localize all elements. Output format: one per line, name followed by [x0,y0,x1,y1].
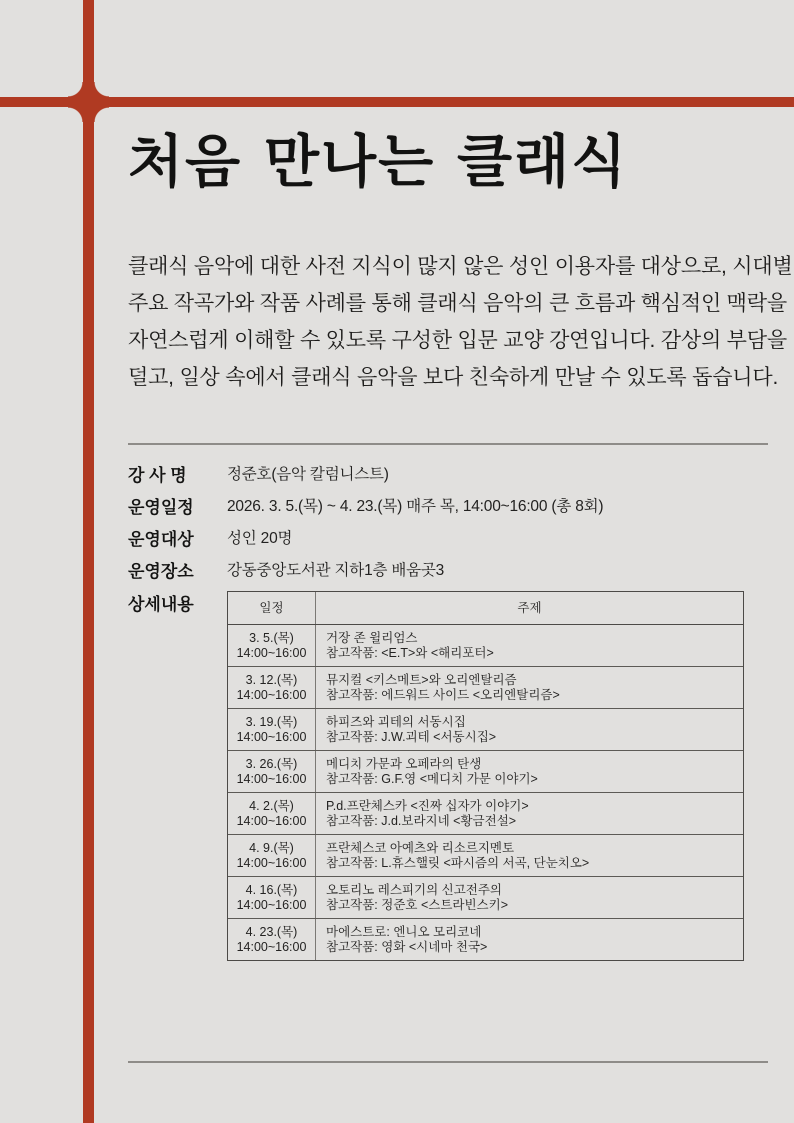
session-topic: P.d.프란체스카 <진짜 십자가 이야기> [326,798,529,813]
session-reference: 참고작품: <E.T>와 <해리포터> [326,645,494,660]
field-label-location: 운영장소 [128,561,194,581]
description-line: 덜고, 일상 속에서 클래식 음악을 보다 친숙하게 만날 수 있도록 돕습니다. [128,366,779,389]
cell-topic [316,667,743,708]
session-date: 3. 12.(목) [245,672,298,687]
field-value-instructor: 정준호(음악 칼럼니스트) [227,466,389,483]
table-row [228,667,743,709]
table-row [228,877,743,919]
cell-date [228,835,316,876]
cell-date [228,877,316,918]
session-date: 3. 5.(목) [249,630,294,645]
session-reference: 참고작품: 영화 <시네마 천국> [326,939,488,954]
cell-topic [316,793,743,834]
session-topic: 마에스트로: 엔니오 모리코네 [326,924,482,939]
session-date: 3. 19.(목) [245,714,298,729]
program-description [128,248,793,396]
session-date: 4. 16.(목) [245,882,298,897]
cell-date [228,625,316,666]
field-label-schedule: 운영일정 [128,497,194,517]
cell-date [228,919,316,960]
cell-topic [316,625,743,666]
session-date: 3. 26.(목) [245,756,298,771]
cell-topic [316,835,743,876]
top-divider-line [128,443,768,445]
schedule-table-header [228,592,743,625]
accent-cross-fillet-top-left [68,82,83,97]
session-topic: 거장 존 윌리엄스 [326,630,418,645]
field-row-location [128,553,603,585]
field-label-instructor: 강 사 명 [128,465,187,485]
schedule-table [227,591,744,961]
field-value-schedule: 2026. 3. 5.(목) ~ 4. 23.(목) 매주 목, 14:00~16:00 (총 8회) [227,498,604,515]
session-reference: 참고작품: L.휴스핼릿 <파시즘의 서곡, 단눈치오> [326,855,590,870]
field-value-location: 강동중앙도서관 지하1층 배움곳3 [227,562,445,579]
session-time: 14:00~16:00 [236,813,307,828]
description-line: 클래식 음악에 대한 사전 지식이 많지 않은 성인 이용자를 대상으로, 시대별 [128,255,793,278]
session-reference: 참고작품: G.F.영 <메디치 가문 이야기> [326,771,538,786]
cell-topic [316,709,743,750]
session-reference: 참고작품: 정준호 <스트라빈스키> [326,897,508,912]
table-row [228,793,743,835]
header-cell-topic: 주제 [517,600,542,615]
field-row-schedule [128,489,603,521]
session-reference: 참고작품: 에드워드 사이드 <오리엔탈리즘> [326,687,560,702]
cell-date [228,667,316,708]
table-row [228,625,743,667]
field-label-details: 상세내용 [128,595,194,614]
page-title: 처음 만나는 클래식 [128,128,629,195]
session-time: 14:00~16:00 [236,771,307,786]
table-row [228,751,743,793]
accent-cross-horizontal-bar [0,97,794,107]
session-date: 4. 23.(목) [245,924,298,939]
session-time: 14:00~16:00 [236,855,307,870]
session-topic: 메디치 가문과 오페라의 탄생 [326,756,482,771]
bottom-divider-line [128,1061,768,1063]
table-row [228,709,743,751]
description-line: 주요 작곡가와 작품 사례를 통해 클래식 음악의 큰 흐름과 핵심적인 맥락을 [128,292,787,315]
cell-date [228,751,316,792]
description-line: 자연스럽게 이해할 수 있도록 구성한 입문 교양 강연입니다. 감상의 부담을 [128,329,787,352]
program-info-fields [128,457,603,585]
session-reference: 참고작품: J.W.괴테 <서동시집> [326,729,497,744]
field-label-target: 운영대상 [128,529,194,549]
accent-cross-fillet-top-right [94,82,109,97]
session-topic: 프란체스코 아예츠와 리소르지멘토 [326,840,515,855]
field-row-instructor [128,457,603,489]
session-topic: 오토리노 레스피기의 신고전주의 [326,882,502,897]
field-row-target [128,521,603,553]
session-topic: 뮤지컬 <키스메트>와 오리엔탈리즘 [326,672,517,687]
accent-cross-vertical-bar [83,0,94,1123]
session-time: 14:00~16:00 [236,939,307,954]
cell-date [228,793,316,834]
cell-topic [316,877,743,918]
session-time: 14:00~16:00 [236,729,307,744]
session-time: 14:00~16:00 [236,897,307,912]
cell-date [228,709,316,750]
session-time: 14:00~16:00 [236,687,307,702]
cell-topic [316,919,743,960]
session-time: 14:00~16:00 [236,645,307,660]
table-row [228,835,743,877]
session-date: 4. 2.(목) [249,798,294,813]
accent-cross-fillet-bottom-right [94,107,109,122]
session-reference: 참고작품: J.d.보라지네 <황금전설> [326,813,517,828]
header-cell-date: 일정 [228,592,316,624]
session-topic: 하피즈와 괴테의 서동시집 [326,714,466,729]
table-row [228,919,743,960]
accent-cross-fillet-bottom-left [68,107,83,122]
session-date: 4. 9.(목) [249,840,294,855]
cell-topic [316,751,743,792]
field-value-target: 성인 20명 [227,530,293,547]
